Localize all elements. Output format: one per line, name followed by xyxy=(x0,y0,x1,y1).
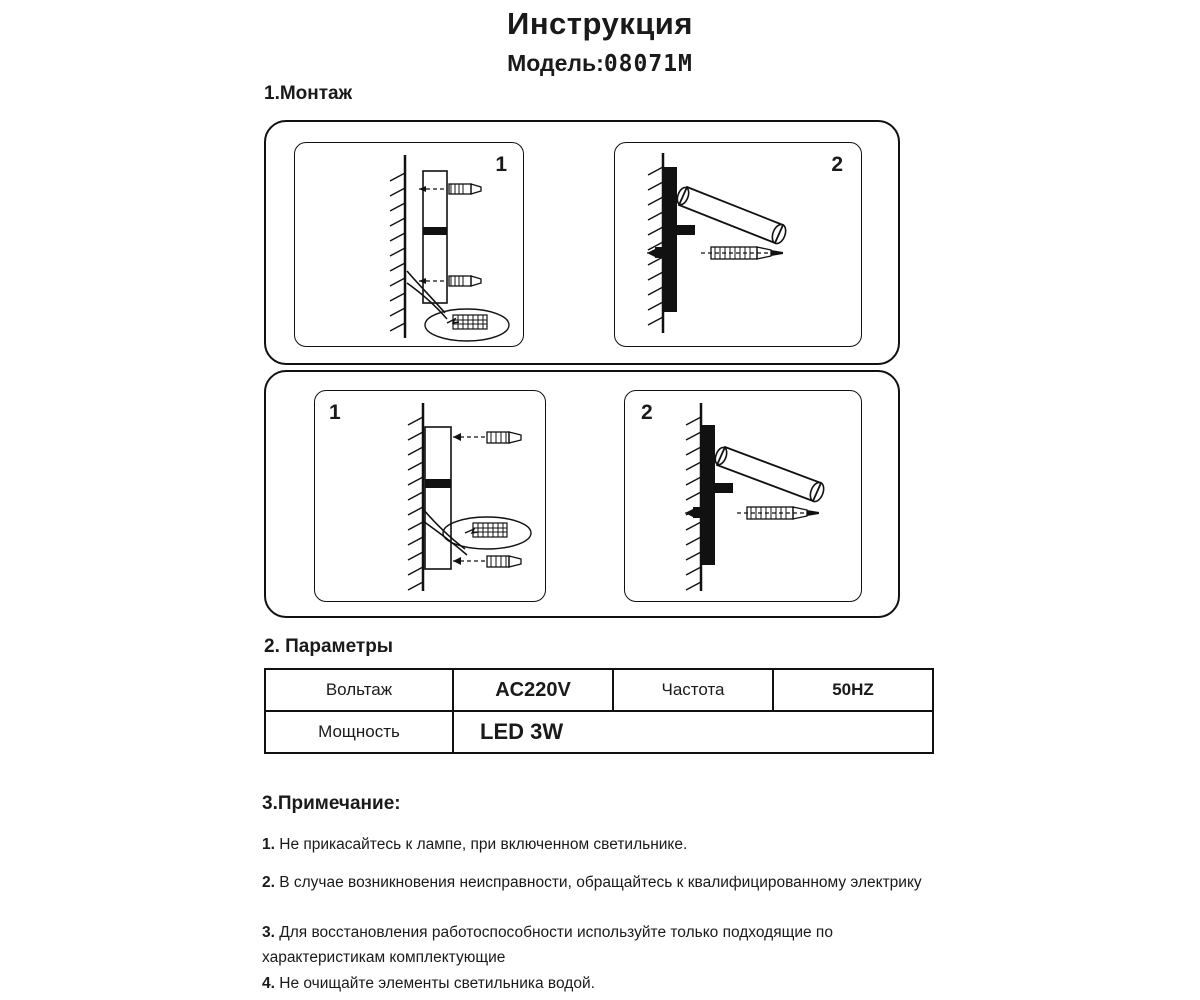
step-number-2-bottom: 2 xyxy=(641,401,653,424)
step-number-1-bottom: 1 xyxy=(329,401,341,424)
section-heading-parameters: 2. Параметры xyxy=(264,636,394,657)
step-number-2-top: 2 xyxy=(831,153,843,176)
diagram-step-1-top xyxy=(294,142,524,347)
note-item xyxy=(262,971,942,996)
section-heading-mounting: 1.Монтаж xyxy=(264,83,353,104)
note-number: 2. xyxy=(262,874,275,891)
diagram-step-1-bottom xyxy=(314,390,546,602)
model-line xyxy=(0,50,1200,77)
parameters-table xyxy=(264,668,934,754)
note-text: Не очищайте элементы светильника водой. xyxy=(274,975,595,992)
diagram-step-2-top xyxy=(614,142,862,347)
param-value-frequency: 50HZ xyxy=(773,669,933,711)
param-label-frequency: Частота xyxy=(613,669,773,711)
note-item xyxy=(262,870,942,895)
diagram-step-2-bottom xyxy=(624,390,862,602)
note-number: 3. xyxy=(262,924,275,941)
param-label-voltage: Вольтаж xyxy=(265,669,453,711)
diagram-illustration-2-top xyxy=(615,143,863,348)
param-value-voltage: AC220V xyxy=(453,669,613,711)
mounting-diagram-panel-top xyxy=(264,120,900,365)
param-label-power: Мощность xyxy=(265,711,453,753)
diagram-illustration-1-bottom xyxy=(315,391,547,603)
note-item xyxy=(262,920,942,970)
step-number-1-top: 1 xyxy=(495,153,507,176)
table-row xyxy=(265,711,933,753)
note-text: В случае возникновения неисправности, обращайтесь к квалифицированному электрику xyxy=(274,874,922,891)
note-text: Для восстановления работоспособности используйте только подходящие по характеристикам комплектующие xyxy=(262,924,833,966)
section-heading-notes: 3.Примечание: xyxy=(262,793,401,814)
table-row xyxy=(265,669,933,711)
note-item xyxy=(262,832,942,857)
param-value-power: LED 3W xyxy=(453,711,933,753)
diagram-illustration-1-top xyxy=(295,143,525,348)
note-number: 1. xyxy=(262,836,275,853)
note-number: 4. xyxy=(262,975,275,992)
diagram-illustration-2-bottom xyxy=(625,391,863,603)
mounting-diagram-panel-bottom xyxy=(264,370,900,618)
note-text: Не прикасайтесь к лампе, при включенном светильнике. xyxy=(274,836,688,853)
page-title: Инструкция xyxy=(507,6,693,41)
model-value: 08071M xyxy=(603,51,693,77)
model-label: Модель: xyxy=(507,50,604,76)
